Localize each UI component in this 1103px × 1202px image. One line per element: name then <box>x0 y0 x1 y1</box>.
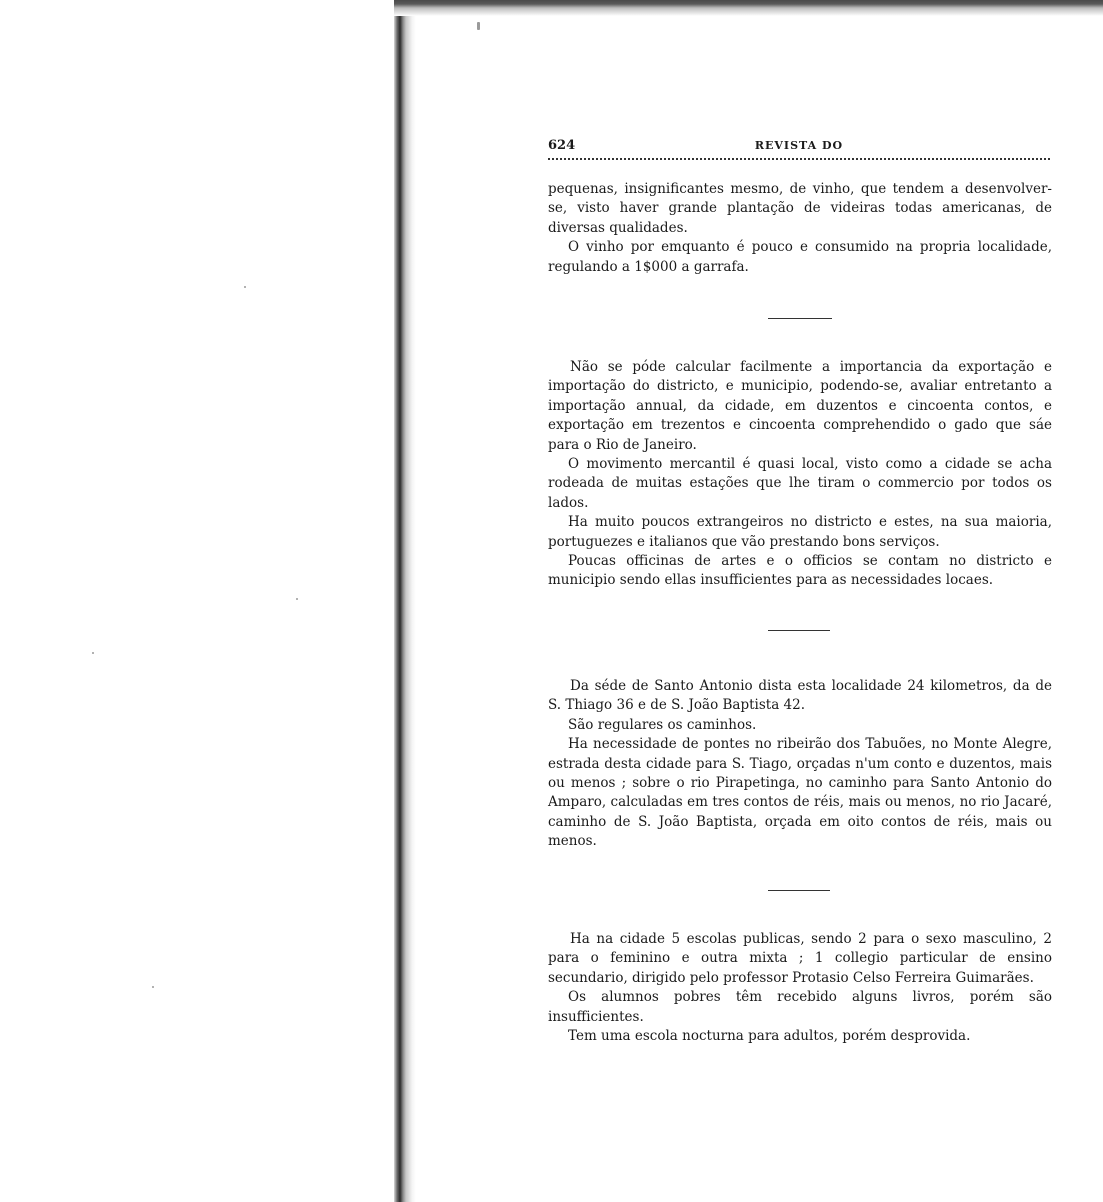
scan-speck <box>244 286 246 288</box>
paragraph: Ha necessidade de pontes no ribeirão dos Tabuões, no Monte Alegre, estrada desta cidade para S. Tiago, orçadas n'um conto e duzentos, mais ou menos ; sobre o rio Pirapetinga, no caminho para Santo Antonio do Amparo, calculadas em tres contos de réis, mais ou menos, no rio Jacaré, caminho de S. João Baptista, orçada em oito contos de réis, mais ou menos. <box>548 736 1052 850</box>
scan-speck <box>477 22 480 30</box>
scan-speck <box>152 986 154 988</box>
paragraph: Poucas officinas de artes e o officios se contam no districto e municipio sendo ellas insufficientes para as necessidades locaes. <box>548 553 1052 589</box>
paragraph: O movimento mercantil é quasi local, visto como a cidade se acha rodeada de muitas estações que lhe tiram o commercio por todos os lados. <box>548 456 1052 511</box>
book-binding-edge <box>394 0 416 1202</box>
section-roads <box>548 677 1052 852</box>
section-wine <box>548 180 1052 277</box>
page-number: 624 <box>548 138 576 153</box>
paragraph: Ha na cidade 5 escolas publicas, sendo 2 para o sexo masculino, 2 para o feminino e outra mixta ; 1 collegio particular de ensino secundario, dirigido pelo professor Protasio Celso Ferreira Guimarães. <box>548 931 1052 986</box>
section-commerce <box>548 358 1052 591</box>
paragraph: O vinho por emquanto é pouco e consumido na propria localidade, regulando a 1$000 a garrafa. <box>548 239 1052 275</box>
header-rule <box>548 158 1050 160</box>
section-divider <box>768 890 830 891</box>
paragraph: Ha muito poucos extrangeiros no districto e estes, na sua maioria, portuguezes e italianos que vão prestando bons serviços. <box>548 514 1052 550</box>
paragraph: Tem uma escola nocturna para adultos, porém desprovida. <box>568 1028 971 1045</box>
page-header <box>548 136 1050 158</box>
paragraph: Não se póde calcular facilmente a importancia da exportação e importação do districto, e municipio, podendo-se, avaliar entretanto a importação annual, da cidade, em duzentos e cincoenta contos, e exportação em trezentos e cincoenta comprehendido o gado que sáe para o Rio de Janeiro. <box>548 359 1052 453</box>
paragraph: pequenas, insignificantes mesmo, de vinho, que tendem a desenvolver-se, visto haver grande plantação de videiras todas americanas, de diversas qualidades. <box>548 181 1052 236</box>
scan-speck <box>296 598 298 600</box>
scan-speck <box>92 652 94 654</box>
section-divider <box>768 630 830 631</box>
paragraph: Os alumnos pobres têm recebido alguns livros, porém são insufficientes. <box>548 989 1052 1025</box>
page-top-edge <box>394 0 1103 16</box>
running-title: REVISTA DO <box>754 139 844 152</box>
paragraph: São regulares os caminhos. <box>568 716 757 733</box>
section-divider <box>768 318 832 319</box>
paragraph: Da séde de Santo Antonio dista esta localidade 24 kilometros, da de S. Thiago 36 e de S. João Baptista 42. <box>548 678 1052 714</box>
section-schools <box>548 930 1052 1046</box>
